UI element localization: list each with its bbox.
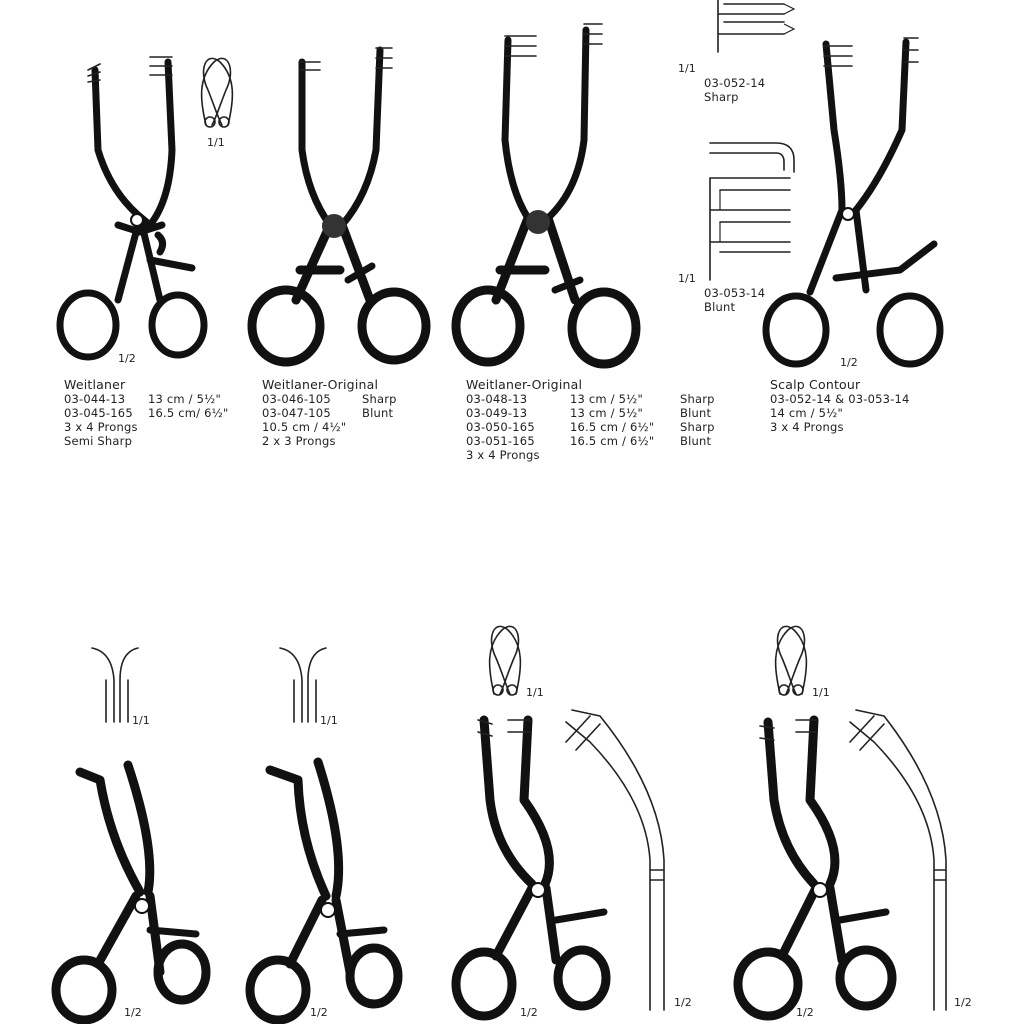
product-title: Weitlaner-Original — [466, 377, 583, 392]
product-tip: Sharp — [680, 420, 715, 434]
scale-label: 1/1 — [812, 686, 830, 699]
product-tip: Sharp — [680, 392, 715, 406]
product-prongs: 3 x 4 Prongs — [64, 420, 138, 434]
product-code: 03-046-105 — [262, 392, 331, 406]
product-code: 03-045-165 — [64, 406, 133, 420]
product-code: 03-047-105 — [262, 406, 331, 420]
bottom-retractor-2-image — [250, 762, 398, 1020]
bottom-tip-detail-4 — [776, 626, 807, 695]
product-title: Weitlaner — [64, 377, 126, 392]
product-tip: Blunt — [680, 406, 712, 420]
product-prongs: 3 x 4 Prongs — [466, 448, 540, 462]
product-title: Scalp Contour — [770, 377, 861, 392]
weitlaner-retractor-image — [60, 57, 204, 357]
product-prongs: 2 x 3 Prongs — [262, 434, 336, 448]
product-size: 14 cm / 5½" — [770, 406, 843, 420]
scale-label: 1/2 — [840, 356, 858, 369]
scalp-contour-caption — [770, 378, 910, 434]
sharp-prong-detail — [718, 0, 794, 52]
scale-label: 1/1 — [678, 272, 696, 285]
product-row — [262, 406, 397, 420]
product-code: 03-051-165 — [466, 434, 535, 448]
product-tip: Semi Sharp — [64, 434, 133, 448]
product-size: 10.5 cm / 4½" — [262, 420, 347, 434]
product-size: 13 cm / 5½" — [570, 406, 643, 420]
scale-label: 1/2 — [674, 996, 692, 1009]
product-code: 03-050-165 — [466, 420, 535, 434]
bottom-tip-detail-1 — [92, 648, 138, 722]
product-row — [466, 392, 715, 406]
weitlaner-original-caption — [262, 378, 397, 448]
product-row — [466, 420, 715, 434]
blunt-detail-caption — [704, 286, 765, 314]
product-code: 03-044-13 — [64, 392, 126, 406]
product-tip: Sharp — [362, 392, 397, 406]
scalp-contour-retractor-image — [766, 38, 940, 364]
scale-label: 1/2 — [796, 1006, 814, 1019]
product-codes: 03-052-14 & 03-053-14 — [770, 392, 910, 406]
weitlaner-tip-detail — [202, 58, 233, 127]
bottom-retractor-1-image — [56, 765, 206, 1020]
product-size: 13 cm / 5½" — [570, 392, 643, 406]
weitlaner-original-large-caption — [466, 378, 715, 462]
product-tip: Blunt — [680, 434, 712, 448]
product-row — [466, 434, 715, 448]
product-row — [466, 406, 715, 420]
weitlaner-original-large-retractor-image — [456, 24, 636, 364]
scale-label: 1/2 — [520, 1006, 538, 1019]
product-title: Weitlaner-Original — [262, 377, 379, 392]
scale-label: 1/2 — [124, 1006, 142, 1019]
product-size: 13 cm / 5½" — [148, 392, 221, 406]
bottom-tip-detail-2 — [280, 648, 326, 722]
product-size: 16.5 cm / 6½" — [570, 434, 655, 448]
scale-label: 1/1 — [678, 62, 696, 75]
scale-label: 1/1 — [207, 136, 225, 149]
product-row — [64, 406, 228, 420]
product-prongs: 3 x 4 Prongs — [770, 420, 844, 434]
scale-label: 1/2 — [954, 996, 972, 1009]
scale-label: 1/1 — [132, 714, 150, 727]
detail-tip: Blunt — [704, 300, 736, 314]
blunt-prong-detail — [710, 143, 794, 280]
detail-code: 03-053-14 — [704, 286, 766, 300]
detail-tip: Sharp — [704, 90, 739, 104]
sharp-detail-caption — [704, 76, 765, 104]
weitlaner-caption — [64, 378, 228, 448]
product-tip: Blunt — [362, 406, 394, 420]
bottom-blade-3-image — [566, 710, 664, 1010]
bottom-tip-detail-3 — [490, 626, 521, 695]
scale-label: 1/1 — [320, 714, 338, 727]
bottom-blade-4-image — [850, 710, 946, 1010]
scale-label: 1/2 — [310, 1006, 328, 1019]
product-row — [262, 392, 397, 406]
scale-label: 1/1 — [526, 686, 544, 699]
bottom-retractor-3-image — [456, 720, 606, 1016]
product-row — [64, 392, 228, 406]
detail-code: 03-052-14 — [704, 76, 766, 90]
scale-label: 1/2 — [118, 352, 136, 365]
bottom-retractor-4-image — [738, 720, 892, 1016]
product-code: 03-048-13 — [466, 392, 528, 406]
product-size: 16.5 cm/ 6½" — [148, 406, 229, 420]
weitlaner-original-retractor-image — [252, 48, 426, 362]
product-size: 16.5 cm / 6½" — [570, 420, 655, 434]
product-code: 03-049-13 — [466, 406, 528, 420]
